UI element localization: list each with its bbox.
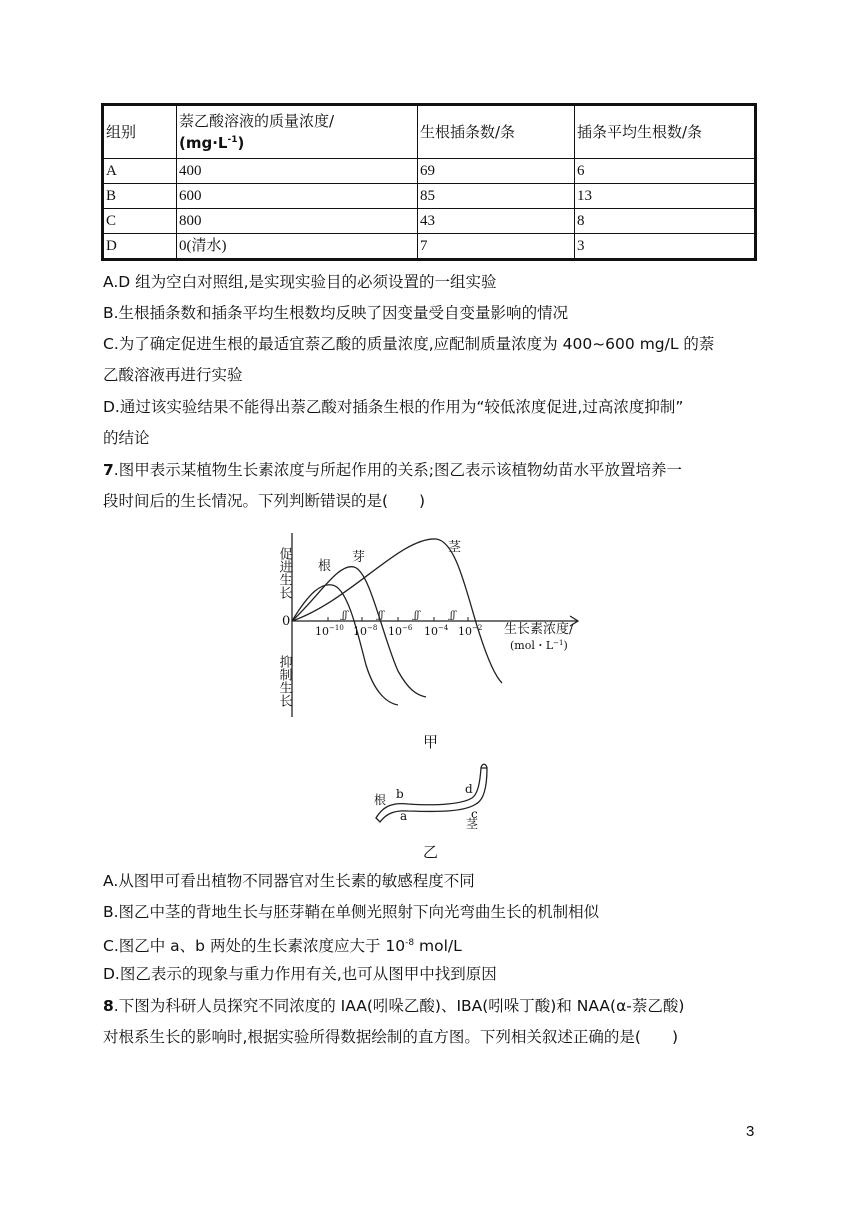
- figure-seedling: [368, 760, 498, 830]
- table-row: [103, 159, 756, 184]
- q7-option-c-exp: -8: [405, 938, 415, 948]
- q8-stem-line2: 对根系生长的影响时,根据实验所得数据绘制的直方图。下列相关叙述正确的是( ): [103, 1028, 679, 1046]
- x-axis-label-line1: 生长素浓度/: [504, 622, 574, 637]
- q6-option-d-line1: D.通过该实验结果不能得出萘乙酸对插条生根的作用为“较低浓度促进,过高浓度抑制”: [103, 398, 684, 416]
- seedling-root-label: 根: [374, 793, 387, 807]
- q7-option-a: A.从图甲可看出植物不同器官对生长素的敏感程度不同: [103, 872, 475, 890]
- header-concentration-unit-close: ): [237, 133, 245, 152]
- q6-option-a: A.D 组为空白对照组,是实现实验目的必须设置的一组实验: [103, 273, 497, 291]
- header-concentration-unit-exp: -1: [227, 134, 238, 145]
- table-header-group: [103, 105, 177, 159]
- table-cell: 7: [418, 234, 575, 260]
- curve-label-root: 根: [318, 559, 332, 574]
- page-number: 3: [746, 1123, 755, 1140]
- y-label-promote: 促进生长: [276, 547, 292, 599]
- q7-option-b: B.图乙中茎的背地生长与胚芽鞘在单侧光照射下向光弯曲生长的机制相似: [103, 903, 600, 921]
- seedling-label-a: a: [400, 809, 408, 823]
- table-cell: 8: [575, 209, 756, 234]
- tick-label: $10^{-6}$: [388, 624, 413, 638]
- q7-stem-text: .图甲表示某植物生长素浓度与所起作用的关系;图乙表示该植物幼苗水平放置培养一: [113, 461, 682, 479]
- table-cell: 3: [575, 234, 756, 260]
- experiment-table: [101, 103, 757, 261]
- seedling-label-c: c: [471, 807, 478, 821]
- q8-stem-text: .下图为科研人员探究不同浓度的 IAA(吲哚乙酸)、IBA(吲哚丁酸)和 NAA(α-萘乙酸): [113, 997, 685, 1015]
- table-row: [103, 184, 756, 209]
- figure-b-caption: 乙: [423, 843, 439, 861]
- figure-auxin-curves: [270, 525, 600, 725]
- table-header-avg-roots: 插条平均生根数/条: [575, 105, 756, 159]
- q7-number: 7: [103, 461, 114, 479]
- q8-stem-line1: [103, 995, 684, 1017]
- seedling-stem-label: 茎: [466, 817, 479, 830]
- table-cell: B: [103, 184, 177, 209]
- seedling-label-d: d: [465, 782, 473, 796]
- figure-a-caption: 甲: [423, 733, 439, 751]
- axis-break: ʃʃ: [342, 610, 348, 621]
- q7-option-c-text: C.图乙中 a、b 两处的生长素浓度应大于 10: [103, 937, 406, 956]
- table-row: [103, 234, 756, 260]
- q7-stem-line1: [103, 459, 682, 481]
- q6-option-d-line2: 的结论: [103, 429, 150, 447]
- table-cell: 85: [418, 184, 575, 209]
- q7-option-d: D.图乙表示的现象与重力作用有关,也可从图甲中找到原因: [103, 965, 497, 983]
- q6-option-c-line2: 乙酸溶液再进行实验: [103, 366, 243, 384]
- axis-break: ʃʃ: [450, 610, 456, 621]
- tick-label: $10^{-10}$: [315, 624, 344, 638]
- q6-option-c-line1: C.为了确定促进生根的最适宜萘乙酸的质量浓度,应配制质量浓度为 400~600 mg/L 的萘: [103, 335, 715, 353]
- tick-label: $10^{-4}$: [424, 624, 449, 638]
- table-cell: 43: [418, 209, 575, 234]
- seedling-label-b: b: [396, 787, 404, 801]
- q7-option-c-unit: mol/L: [414, 937, 462, 956]
- q8-number: 8: [103, 997, 114, 1015]
- header-concentration-line1: 萘乙酸溶液的质量浓度/: [179, 111, 335, 130]
- q7-option-c: [103, 932, 462, 957]
- curve-label-stem: 茎: [448, 540, 462, 555]
- table-cell: 13: [575, 184, 756, 209]
- table-cell: 800: [177, 209, 418, 234]
- origin-label: 0: [282, 614, 291, 629]
- table-row: [103, 209, 756, 234]
- axis-break: ʃʃ: [414, 610, 420, 621]
- table-header-concentration: [177, 105, 418, 159]
- table-cell: C: [103, 209, 177, 234]
- root-curve: [292, 585, 398, 705]
- header-concentration-unit: (mg·L: [179, 133, 228, 152]
- table-cell: D: [103, 234, 177, 260]
- table-header-rooted-cuttings: 生根插条数/条: [418, 105, 575, 159]
- x-axis-label-line2: (mol・$L^{-1}$): [510, 639, 568, 652]
- y-label-inhibit: 抑制生长: [276, 655, 292, 707]
- table-cell: A: [103, 159, 177, 184]
- curve-label-bud: 芽: [352, 550, 366, 565]
- table-header-row: [103, 105, 756, 159]
- axis-break: ʃʃ: [378, 610, 384, 621]
- table-cell: 6: [575, 159, 756, 184]
- header-group-text: 组别: [106, 122, 137, 141]
- table-cell: 600: [177, 184, 418, 209]
- tick-label: $10^{-8}$: [353, 624, 378, 638]
- q6-option-b: B.生根插条数和插条平均生根数均反映了因变量受自变量影响的情况: [103, 304, 569, 322]
- table-cell: 400: [177, 159, 418, 184]
- tick-label: $10^{-2}$: [458, 624, 483, 638]
- table-cell: 69: [418, 159, 575, 184]
- q7-stem-line2: 段时间后的生长情况。下列判断错误的是( ): [103, 492, 426, 510]
- table-cell: 0(清水): [177, 234, 418, 260]
